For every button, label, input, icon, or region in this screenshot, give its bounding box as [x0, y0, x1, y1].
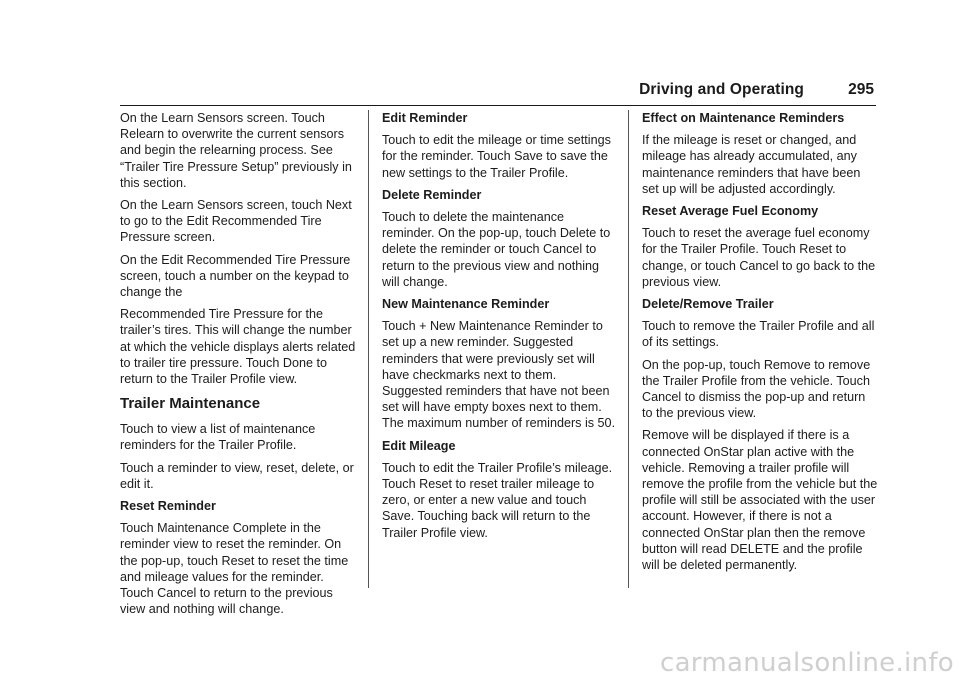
column-3 [642, 110, 878, 579]
column-divider [628, 110, 629, 588]
column-divider [368, 110, 369, 588]
subheading: Reset Average Fuel Economy [642, 204, 819, 219]
watermark: carmanualsonline.info [659, 648, 954, 678]
page-number: 295 [848, 81, 874, 98]
subheading: Delete/Remove Trailer [642, 297, 774, 312]
paragraph: Touch to edit the Trailer Profile’s mileage. Touch Reset to reset trailer mileage to zero, or enter a new value and touch Save. Touching back will return to the Trailer Profile view. [382, 460, 613, 540]
subheading: Effect on Maintenance Reminders [642, 111, 845, 125]
paragraph: On the Learn Sensors screen, touch Next to go to the Edit Recommended Tire Pressure screen. [120, 198, 352, 245]
paragraph: Touch to delete the maintenance reminder. On the pop-up, touch Delete to delete the reminder or touch Cancel to return to the previous view and nothing will change. [382, 210, 611, 289]
paragraph: Touch Maintenance Complete in the reminder view to reset the reminder. On the pop-up, touch Reset to reset the time and mileage values for the reminder. Touch Cancel to return to the previous view and nothing will change. [120, 521, 349, 617]
subheading: Edit Mileage [382, 438, 456, 453]
subheading: Reset Reminder [120, 499, 216, 514]
column-2 [382, 110, 618, 547]
paragraph: Touch to reset the average fuel economy for the Trailer Profile. Touch Reset to change, or touch Cancel to go back to the previous view. [642, 226, 876, 289]
paragraph: If the mileage is reset or changed, and mileage has already accumulated, any maintenance reminders that have been set up will be adjusted accordingly. [642, 133, 861, 196]
subheading: Delete Reminder [382, 187, 482, 202]
paragraph: Touch a reminder to view, reset, delete, or edit it. [120, 460, 354, 491]
paragraph: Recommended Tire Pressure for the trailer’s tires. This will change the number at which the vehicle displays alerts related to trailer tire pressure. Touch Done to return to the Trailer Profile view. [120, 307, 356, 387]
header-title: Driving and Operating [639, 81, 804, 98]
paragraph: Touch to remove the Trailer Profile and all of its settings. [642, 319, 875, 350]
paragraph: Remove will be displayed if there is a connected OnStar plan active with the vehicle. Removing a trailer profile will remove the profile from the vehicle but the profile will still be associated with the user account. However, if there is not a connected OnStar plan then the remove button will read DELETE and the profile will be deleted permanently. [642, 428, 878, 573]
paragraph: On the Edit Recommended Tire Pressure screen, touch a number on the keypad to change the [120, 252, 351, 300]
column-1 [120, 110, 356, 623]
running-header [120, 75, 876, 106]
subheading: New Maintenance Reminder [382, 297, 550, 312]
section-heading: Trailer Maintenance [120, 395, 261, 413]
paragraph: Touch to view a list of maintenance reminders for the Trailer Profile. [120, 422, 316, 453]
subheading: Edit Reminder [382, 111, 468, 125]
paragraph: Touch + New Maintenance Reminder to set up a new reminder. Suggested reminders that were previously set will have checkmarks next to them. Suggested reminders that have not been set will have empty boxes next to them. The maximum number of reminders is 50. [382, 319, 616, 431]
paragraph: On the pop-up, touch Remove to remove the Trailer Profile from the vehicle. Touch Cancel to dismiss the pop-up and return to the previous view. [642, 357, 871, 421]
paragraph: Touch to edit the mileage or time settings for the reminder. Touch Save to save the new settings to the Trailer Profile. [382, 133, 611, 180]
paragraph: On the Learn Sensors screen. Touch Relearn to overwrite the current sensors and begin the relearning process. See “Trailer Tire Pressure Setup” previously in this section. [120, 111, 352, 190]
